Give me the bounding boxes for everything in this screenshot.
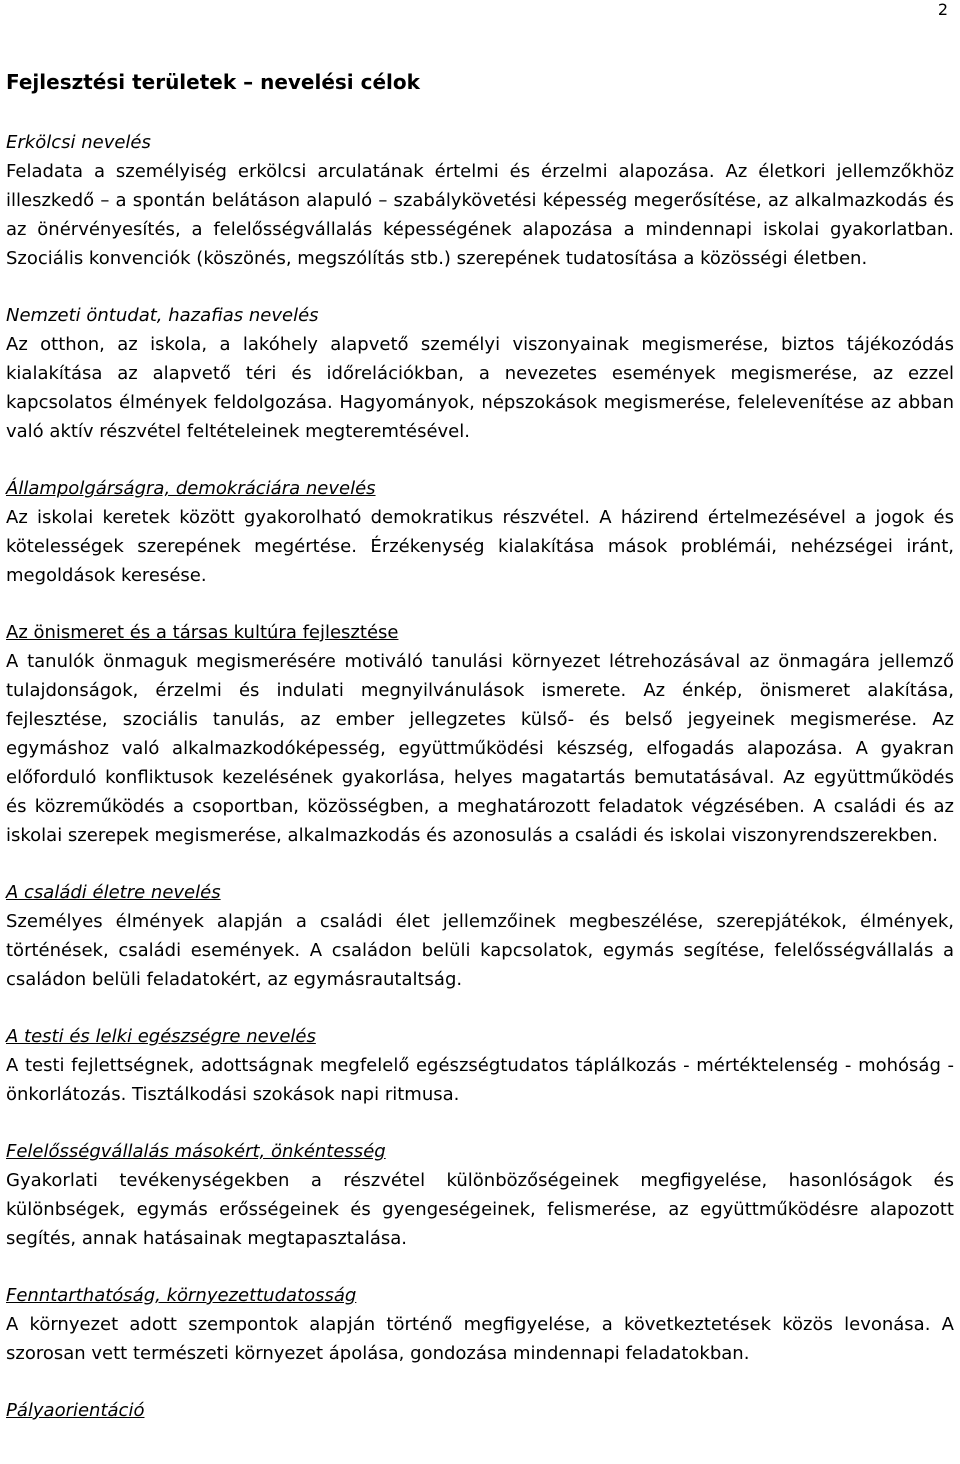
section-testi-lelki-egeszseg (6, 1022, 954, 1109)
section-felelossegvallalas (6, 1137, 954, 1253)
section-heading: Az önismeret és a társas kultúra fejlesztése (6, 622, 399, 643)
section-heading: Pályaorientáció (6, 1400, 145, 1421)
section-heading: Erkölcsi nevelés (6, 132, 151, 153)
section-paragraph: A testi fejlettségnek, adottságnak megfelelő egészségtudatos táplálkozás - mértéktelenség - mohóság - önkorlátozás. Tisztálkodási szokások napi ritmusa. (6, 1055, 954, 1105)
section-csaladi-elet (6, 878, 954, 994)
section-paragraph: Gyakorlati tevékenységekben a részvétel különbözőségeinek megfigyelése, hasonlóságok és különbségek, egymás erősségeinek és gyengeségeinek, felismerése, az együttműködésre alapozott segítés, annak hatásainak megtapasztalása. (6, 1170, 954, 1249)
section-paragraph: Személyes élmények alapján a családi élet jellemzőinek megbeszélése, szerepjátékok, élmények, történések, családi események. A családon belüli kapcsolatok, egymás segítése, felelősségvállalás a családon belüli feladatokért, az egymásrautaltság. (6, 911, 954, 990)
section-paragraph: A tanulók önmaguk megismerésére motiváló tanulási környezet létrehozásával az önmagára jellemző tulajdonságok, érzelmi és indulati megnyilvánulások ismerete. Az énkép, önismeret alakítása, fejlesztése, szociális tanulás, az ember jellegzetes külső- és belső jegyeinek megismerése. Az egymáshoz való alkalmazkodóképesség, együttműködési készség, elfogadás alapozása. A gyakran előforduló konfliktusok kezelésének gyakorlása, helyes magatartás bemutatásával. Az együttműködés és közreműködés a csoportban, közösségben, a meghatározott feladatok végzésében. A családi és az iskolai szerepek megismerése, alkalmazkodás és azonosulás a családi és iskolai viszonyrendszerekben. (6, 651, 954, 846)
section-paragraph: A környezet adott szempontok alapján történő megfigyelése, a következtetések közös levonása. A szorosan vett természeti környezet ápolása, gondozása mindennapi feladatokban. (6, 1314, 954, 1364)
section-heading: A családi életre nevelés (6, 882, 221, 903)
section-heading: Felelősségvállalás másokért, önkéntesség (6, 1141, 386, 1162)
section-palyaorientacio (6, 1396, 954, 1425)
section-heading: A testi és lelki egészségre nevelés (6, 1026, 316, 1047)
document-content (6, 68, 954, 1425)
section-paragraph: Feladata a személyiség erkölcsi arculatának értelmi és érzelmi alapozása. Az életkori jellemzőkhöz illeszkedő – a spontán belátáson alapuló – szabálykövetési képesség megerősítése, az alkalmazkodás és az önérvényesítés, a felelősségvállalás képességének alapozása a mindennapi iskolai gyakorlatban. Szociális konvenciók (köszönés, megszólítás stb.) szerepének tudatosítása a közösségi életben. (6, 161, 954, 269)
section-heading: Fenntarthatóság, környezettudatosság (6, 1285, 357, 1306)
section-fenntarthatosag (6, 1281, 954, 1368)
section-nemzeti-ontudat (6, 301, 954, 446)
section-paragraph: Az otthon, az iskola, a lakóhely alapvető személyi viszonyainak megismerése, biztos tájékozódás kialakítása az alapvető téri és időrelációkban, a nevezetes események megismerése, az ezzel kapcsolatos élmények feldolgozása. Hagyományok, népszokások megismerése, felelevenítése az abban való aktív részvétel feltételeinek megteremtésével. (6, 334, 954, 442)
section-heading: Nemzeti öntudat, hazafias nevelés (6, 305, 319, 326)
section-onismeret (6, 618, 954, 850)
section-erkolcsi-neveles (6, 128, 954, 273)
section-paragraph: Az iskolai keretek között gyakorolható demokratikus részvétel. A házirend értelmezésével a jogok és kötelességek szerepének megértése. Érzékenység kialakítása mások problémái, nehézségei iránt, megoldások keresése. (6, 507, 954, 586)
section-heading: Állampolgárságra, demokráciára nevelés (6, 478, 376, 499)
page-number: 2 (937, 0, 948, 19)
section-allampolgarsag (6, 474, 954, 590)
page-title: Fejlesztési területek – nevelési célok (6, 70, 420, 94)
